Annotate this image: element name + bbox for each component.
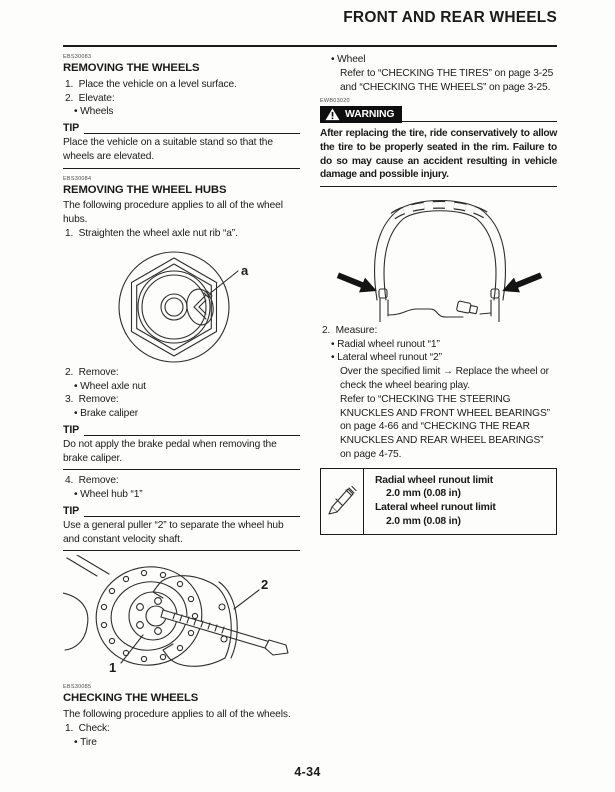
bead-arrow-left — [335, 268, 380, 299]
axle-nut-rib-mark — [194, 295, 206, 319]
section-code: EWB03020 — [320, 98, 350, 105]
callout-2: 2 — [261, 577, 269, 593]
figure-tire-cross-section — [320, 190, 557, 322]
warning-rule — [402, 121, 557, 122]
tip-label: TIP — [63, 122, 80, 135]
puller-upper-arm — [153, 576, 213, 598]
tip-label: TIP — [63, 423, 80, 436]
figure-wheel-hub — [63, 244, 300, 364]
callout-a: a — [240, 262, 248, 278]
tip-rule — [84, 435, 300, 436]
bullet-item: • Wheels — [74, 106, 114, 118]
reference-text: Refer to “CHECKING THE TIRES” on page 3-25 and “CHECKING THE WHEELS” on page 3-25. — [340, 67, 554, 93]
puller-screw-shaft — [161, 610, 277, 651]
warning-triangle-icon — [325, 108, 340, 121]
rim-well — [388, 309, 463, 317]
spec-icon-cell — [321, 469, 364, 534]
spec-label: Radial wheel runout limit — [375, 474, 493, 486]
bullet-item: • Lateral wheel runout “2” — [331, 352, 442, 364]
step-item: 2. Elevate: — [65, 92, 115, 104]
spec-text — [364, 469, 502, 534]
step-item: 1. Check: — [65, 722, 110, 734]
section-intro: The following procedure applies to all of the wheel hubs. — [63, 200, 283, 226]
step-item: 2. Measure: — [322, 324, 378, 336]
page-number: 4-34 — [294, 765, 321, 779]
wheel-hub-illustration — [77, 244, 287, 364]
puller-illustration — [63, 555, 300, 677]
callout-leader-1 — [121, 635, 143, 663]
over-limit-text: Over the specified limit → Replace the wheel or check the wheel bearing play. — [340, 366, 549, 391]
header-rule — [63, 45, 557, 47]
bullet-item: • Wheel — [331, 54, 366, 65]
puller-lower-arm — [163, 644, 225, 666]
reference-text: Refer to “CHECKING THE STEERING KNUCKLES AND FRONT WHEEL BEARINGS” on page 4-66 and “CHECKING THE REAR KNUCKLES AND REAR WHEEL BEARINGS” on page 4-75. — [340, 393, 550, 460]
step-item: 2. Remove: — [65, 366, 119, 378]
bullet-item: • Wheel hub “1” — [74, 489, 143, 501]
section-divider — [63, 168, 300, 169]
puller-screw-end — [265, 640, 288, 655]
tip-text: Do not apply the brake pedal when removing the brake caliper. — [63, 438, 277, 464]
step-item: 4. Remove: — [65, 475, 119, 487]
measuring-tool-icon — [327, 486, 357, 516]
section-heading-removing-wheel-hubs: REMOVING THE WHEEL HUBS — [63, 183, 227, 196]
spec-value: 2.0 mm (0.08 in) — [386, 515, 461, 527]
bullet-item: • Radial wheel runout “1” — [331, 338, 440, 350]
tip-text: Place the vehicle on a suitable stand so that the wheels are elevated. — [63, 136, 273, 162]
tip-header — [63, 424, 300, 438]
tip-rule — [84, 133, 300, 134]
warning-text: After replacing the tire, ride conservatively to allow the tire to be properly seated in the rim. Failure to do so may cause an accident resulting in vehicle damage and possible injury. — [320, 128, 557, 181]
bullet-item: • Wheel axle nut — [74, 380, 146, 392]
spec-label: Lateral wheel runout limit — [375, 501, 496, 513]
step-item: 3. Remove: — [65, 394, 119, 406]
callout-1: 1 — [109, 660, 117, 676]
puller-yoke — [213, 584, 231, 658]
section-code: EBS30084 — [63, 175, 92, 182]
tire-inner-outline — [384, 211, 496, 300]
figure-wheel-hub-puller — [63, 555, 300, 677]
section-heading-checking-wheels: CHECKING THE WHEELS — [63, 692, 199, 705]
callout-leader-a — [208, 271, 238, 295]
tip-text: Use a general puller “2” to separate the wheel hub and constant velocity shaft. — [63, 519, 284, 545]
rim-flanges — [380, 298, 499, 322]
valve-stem — [456, 301, 478, 315]
warning-header — [320, 106, 557, 123]
bullet-item: • Brake caliper — [74, 408, 139, 420]
tip-header — [63, 505, 300, 519]
section-divider — [63, 550, 300, 551]
tip-label: TIP — [63, 504, 80, 517]
tire-illustration — [320, 190, 557, 322]
section-divider — [63, 469, 300, 470]
page-title: FRONT AND REAR WHEELS — [343, 9, 557, 26]
section-heading-removing-wheels: REMOVING THE WHEELS — [63, 62, 200, 74]
tip-rule — [84, 516, 300, 517]
tip-header — [63, 122, 300, 136]
spec-box-wheel-runout — [320, 468, 557, 535]
section-code: EBS30083 — [63, 54, 92, 60]
spec-value: 2.0 mm (0.08 in) — [386, 488, 461, 500]
section-intro: The following procedure applies to all of the wheels. — [63, 709, 291, 721]
left-column — [63, 53, 300, 750]
section-divider — [320, 186, 557, 187]
warning-label: WARNING — [345, 109, 395, 120]
section-code: EBS30085 — [63, 684, 92, 691]
step-item: 1. Place the vehicle on a level surface. — [65, 78, 237, 90]
warning-badge — [320, 106, 402, 123]
step-item: 1. Straighten the wheel axle nut rib “a”. — [65, 227, 238, 239]
bullet-item: • Tire — [74, 736, 97, 748]
right-column — [320, 53, 557, 535]
callout-leader-2 — [234, 590, 259, 609]
